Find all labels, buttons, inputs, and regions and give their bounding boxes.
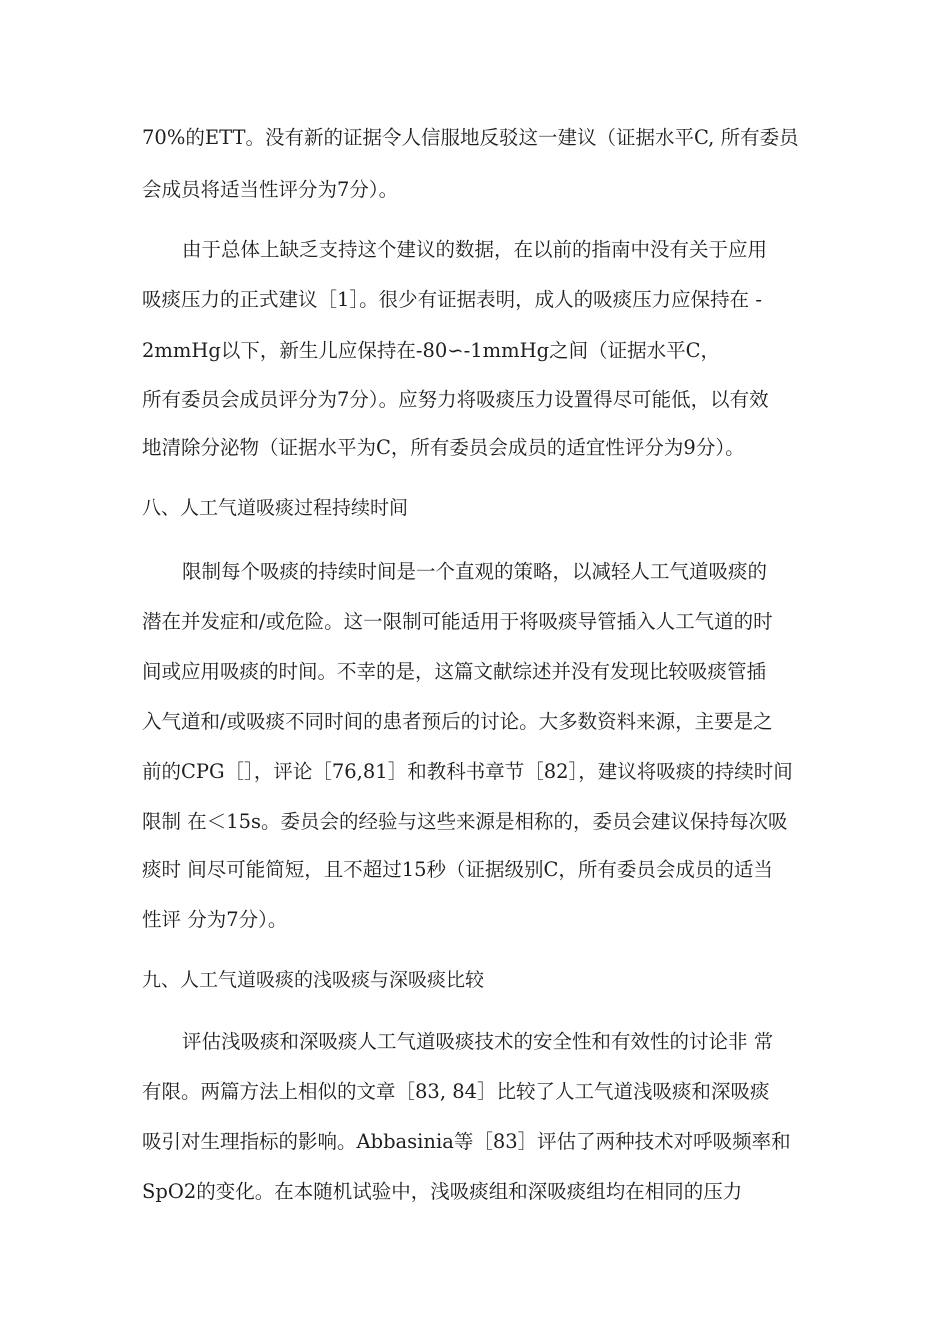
text-line: 性评 分为7分）。 [142, 908, 288, 931]
text-line: 限制 在＜15s。委员会的经验与这些来源是相称的，委员会建议保持每次吸 [142, 810, 788, 833]
text-line: 所有委员会成员评分为7分）。应努力将吸痰压力设置得尽可能低，以有效 [142, 388, 769, 411]
text-line: 70%的ETT。没有新的证据令人信服地反驳这一建议（证据水平C, 所有委员 [142, 126, 799, 149]
text-line: 前的CPG［］，评论［76,81］和教科书章节［82］，建议将吸痰的持续时间 [142, 760, 793, 783]
text-line: SpO2的变化。在本随机试验中，浅吸痰组和深吸痰组均在相同的压力 [142, 1180, 743, 1203]
text-line: 2mmHg以下，新生儿应保持在-80∽-1mmHg之间（证据水平C， [142, 339, 721, 362]
text-line: 入气道和/或吸痰不同时间的患者预后的讨论。大多数资料来源，主要是之 [142, 710, 773, 733]
text-line: 潜在并发症和/或危险。这一限制可能适用于将吸痰导管插入人工气道的时 [142, 610, 773, 633]
text-line: 地清除分泌物（证据水平为C，所有委员会成员的适宜性评分为9分）。 [142, 436, 745, 459]
text-line: 会成员将适当性评分为7分）。 [142, 178, 399, 201]
text-line: 间或应用吸痰的时间。不幸的是，这篇文献综述并没有发现比较吸痰管插 [142, 660, 767, 683]
paragraph-first-line: 限制每个吸痰的持续时间是一个直观的策略，以减轻人工气道吸痰的 [182, 560, 768, 583]
section-heading-9: 九、人工气道吸痰的浅吸痰与深吸痰比较 [142, 969, 485, 991]
section-heading-8: 八、人工气道吸痰过程持续时间 [142, 497, 409, 519]
paragraph-first-line: 评估浅吸痰和深吸痰人工气道吸痰技术的安全性和有效性的讨论非 常 [182, 1030, 774, 1053]
paragraph-first-line: 由于总体上缺乏支持这个建议的数据，在以前的指南中没有关于应用 [182, 238, 768, 261]
text-line: 痰时 间尽可能简短，且不超过15秒（证据级别C，所有委员会成员的适当 [142, 858, 773, 881]
text-line: 吸痰压力的正式建议［1］。很少有证据表明，成人的吸痰压力应保持在 - [142, 288, 762, 311]
text-line: 有限。两篇方法上相似的文章［83, 84］比较了人工气道浅吸痰和深吸痰 [142, 1080, 770, 1103]
text-line: 吸引对生理指标的影响。Abbasinia等［83］评估了两种技术对呼吸频率和 [142, 1130, 791, 1153]
